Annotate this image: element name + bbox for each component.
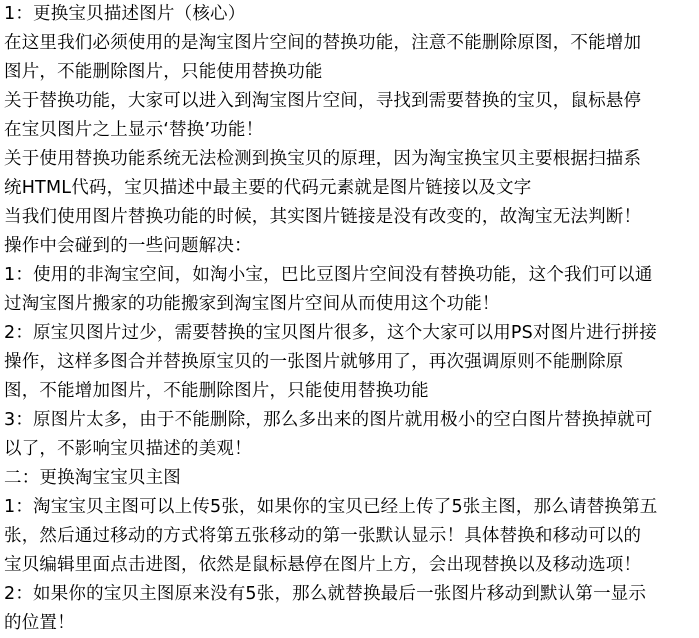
text-line: 在这里我们必须使用的是淘宝图片空间的替换功能，注意不能删除原图，不能增加 — [4, 33, 642, 53]
text-line: 过淘宝图片搬家的功能搬家到淘宝图片空间从而使用这个功能！ — [4, 294, 500, 314]
text-line: 的位置！ — [4, 613, 75, 633]
text-line: 关于使用替换功能系统无法检测到换宝贝的原理，因为淘宝换宝贝主要根据扫描系 — [4, 149, 642, 169]
text-line: 1：使用的非淘宝空间，如淘小宝，巴比豆图片空间没有替换功能，这个我们可以通 — [4, 265, 653, 285]
text-line: 图，不能增加图片，不能删除图片，只能使用替换功能 — [4, 381, 429, 401]
text-line: 在宝贝图片之上显示‘替换’功能！ — [4, 120, 264, 140]
text-line: 3：原图片太多，由于不能删除，那么多出来的图片就用极小的空白图片替换掉就可 — [4, 410, 653, 430]
text-line: 张，然后通过移动的方式将第五张移动的第一张默认显示！具体替换和移动可以的 — [4, 526, 642, 546]
text-line: 统HTML代码，宝贝描述中最主要的代码元素就是图片链接以及文字 — [4, 178, 532, 198]
text-line: 当我们使用图片替换功能的时候，其实图片链接是没有改变的，故淘宝无法判断！ — [4, 207, 642, 227]
heading-line: 1：更换宝贝描述图片（核心） — [4, 4, 246, 24]
text-line: 图片，不能删除图片，只能使用替换功能 — [4, 62, 323, 82]
text-line: 以了，不影响宝贝描述的美观！ — [4, 439, 252, 459]
text-line: 操作中会碰到的一些问题解决： — [4, 236, 252, 256]
text-line: 宝贝编辑里面点击进图，依然是鼠标悬停在图片上方，会出现替换以及移动选项！ — [4, 555, 642, 575]
text-line: 2：原宝贝图片过少，需要替换的宝贝图片很多，这个大家可以用PS对图片进行拼接 — [4, 323, 657, 343]
text-line: 操作，这样多图合并替换原宝贝的一张图片就够用了，再次强调原则不能删除原 — [4, 352, 624, 372]
text-line: 关于替换功能，大家可以进入到淘宝图片空间，寻找到需要替换的宝贝，鼠标悬停 — [4, 91, 642, 111]
text-line: 2：如果你的宝贝主图原来没有5张，那么就替换最后一张图片移动到默认第一显示 — [4, 584, 647, 604]
heading-line: 二：更换淘宝宝贝主图 — [4, 468, 181, 488]
text-line: 1：淘宝宝贝主图可以上传5张，如果你的宝贝已经上传了5张主图，那么请替换第五 — [4, 497, 658, 517]
